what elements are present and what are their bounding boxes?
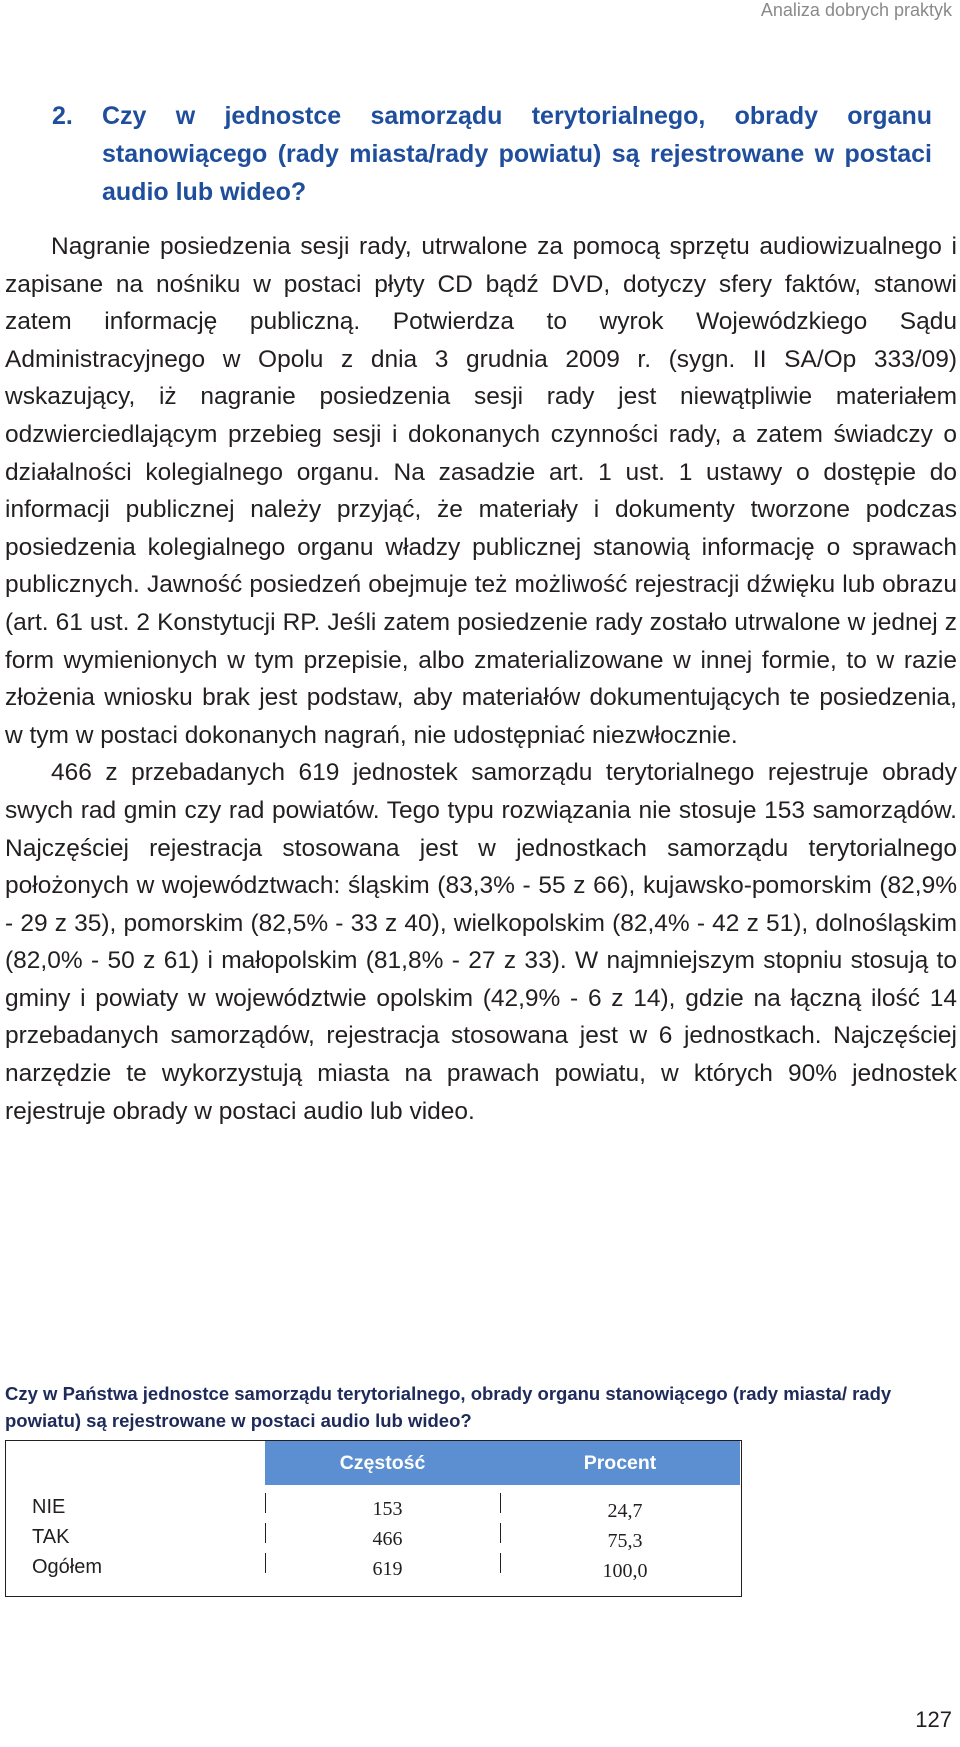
row-percent: 100,0 xyxy=(602,1560,648,1582)
table-row xyxy=(5,1551,740,1584)
body-text xyxy=(5,230,957,1130)
column-header-percent: Procent xyxy=(583,1452,657,1474)
row-frequency: 619 xyxy=(372,1558,403,1580)
page-number: 127 xyxy=(915,1707,952,1732)
column-header-frequency: Częstość xyxy=(339,1452,426,1474)
row-frequency: 153 xyxy=(372,1498,403,1520)
body-paragraph-1: Nagranie posiedzenia sesji rady, utrwalone za pomocą sprzętu audiowizualnego i zapisane na nośniku w postaci płyty CD bądź DVD, dotyczy sfery faktów, stanowi zatem informację publiczną. Potwierdza to wyrok Wojewódzkiego Sądu Administracyjnego w Opolu z dnia 3 grudnia 2009 r. (sygn. II SA/Op 333/09) wskazujący, iż nagranie posiedzenia sesji rady jest niewątpliwie materiałem odzwierciedlającym przebieg sesji i dokonanych czynności rady, a zatem świadczy o działalności kolegialnego organu. Na zasadzie art. 1 ust. 1 ustawy o dostępie do informacji publicznej należy przyjąć, że materiały i dokumenty tworzone podczas posiedzenia kolegialnego organu władzy publicznej stanowią informację o sprawach publicznych. Jawność posiedzeń obejmuje też możliwość rejestracji dźwięku lub obrazu (art. 61 ust. 2 Konstytucji RP. Jeśli zatem posiedzenie rady zostało utrwalone w jednej z form wymienionych w tym przepisie, albo zmaterializowane w innej formie, to w razie złożenia wniosku brak jest podstaw, aby materiałów dokumentujących te posiedzenia, w tym w postaci dokonanych nagrań, nie udostępniać niezwłocznie. xyxy=(5,233,957,749)
table-title: Czy w Państwa jednostce samorządu terytorialnego, obrady organu stanowiącego (rady miasta/ rady powiatu) są rejestrowane w postaci audio lub wideo? xyxy=(5,1383,892,1431)
body-paragraph-2: 466 z przebadanych 619 jednostek samorządu terytorialnego rejestruje obrady swych rad gmin czy rad powiatów. Tego typu rozwiązania nie stosuje 153 samorządów. Najczęściej rejestracja stosowana jest w jednostkach samorządu terytorialnego położonych w województwach: śląskim (83,3% - 55 z 66), kujawsko-pomorskim (82,9% - 29 z 35), pomorskim (82,5% - 33 z 40), wielkopolskim (82,4% - 42 z 51), dolnośląskim (82,0% - 50 z 61) i małopolskim (81,8% - 27 z 33). W najmniejszym stopniu stosują to gminy i powiaty w województwie opolskim (42,9% - 6 z 14), gdzie na łączną ilość 14 przebadanych samorządów, rejestracja stosowana jest w 6 jednostkach. Najczęściej narzędzie te wykorzystują miasta na prawach powiatu, w których 90% jednostek rejestruje obrady w postaci audio lub video. xyxy=(5,759,957,1125)
row-percent: 24,7 xyxy=(607,1500,643,1522)
row-label: TAK xyxy=(32,1526,70,1548)
table-row xyxy=(5,1491,740,1524)
table-row xyxy=(5,1521,740,1554)
row-frequency: 466 xyxy=(372,1528,403,1550)
question-number: 2. xyxy=(52,102,73,130)
question-heading xyxy=(52,97,932,211)
question-text: Czy w jednostce samorządu terytorialnego, obrady organu stanowiącego (rady miasta/rady powiatu) są rejestrowane w postaci audio lub wideo? xyxy=(102,102,932,206)
row-label: Ogółem xyxy=(32,1556,103,1578)
running-header: Analiza dobrych praktyk xyxy=(760,0,952,20)
row-label: NIE xyxy=(32,1496,66,1518)
row-percent: 75,3 xyxy=(607,1530,643,1552)
